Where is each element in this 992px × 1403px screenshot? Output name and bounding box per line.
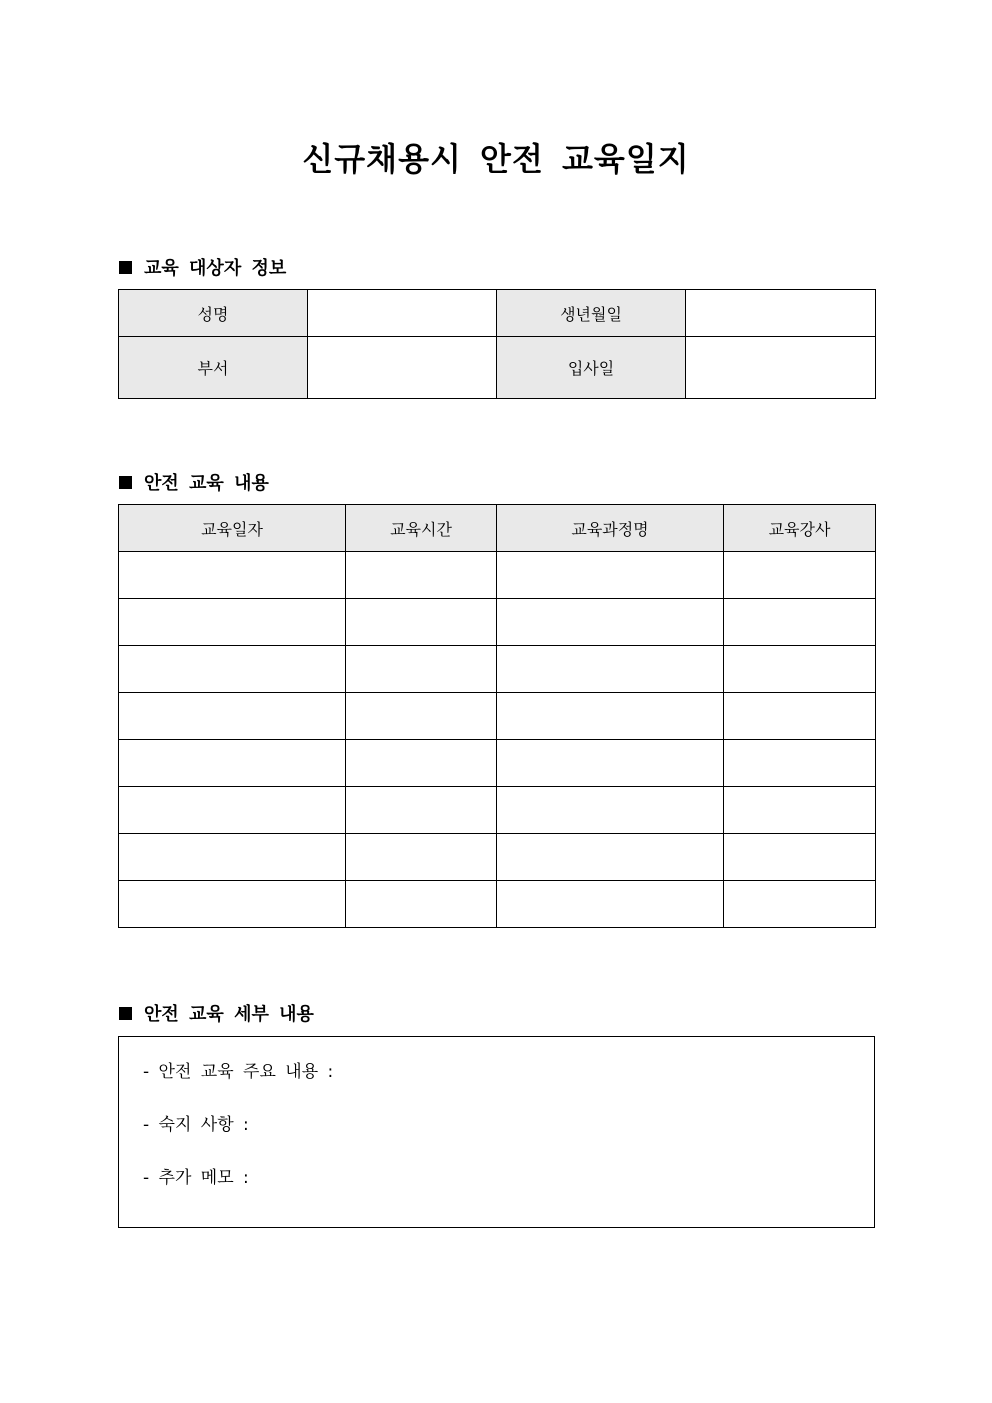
birth-date-field[interactable] [686,290,876,337]
table-cell[interactable] [724,787,876,834]
table-cell[interactable] [119,552,346,599]
table-cell[interactable] [119,881,346,928]
table-cell[interactable] [497,599,724,646]
column-header-course: 교육과정명 [497,505,724,552]
table-cell[interactable] [497,693,724,740]
section-heading-content [119,469,269,495]
table-row [119,740,876,787]
hire-date-field[interactable] [686,337,876,399]
table-cell[interactable] [724,881,876,928]
detail-box[interactable] [118,1036,875,1228]
section-heading-content-label: 안전 교육 내용 [144,473,269,494]
table-cell[interactable] [346,599,497,646]
table-row [119,693,876,740]
table-cell[interactable] [724,693,876,740]
square-bullet-icon [119,1007,132,1020]
table-cell[interactable] [119,693,346,740]
table-header-row [119,505,876,552]
table-row [119,552,876,599]
table-cell[interactable] [724,834,876,881]
table-cell[interactable] [497,834,724,881]
section-heading-detail [119,1000,314,1026]
name-label: 성명 [119,290,308,337]
table-cell[interactable] [497,740,724,787]
table-row [119,646,876,693]
hire-date-label: 입사일 [497,337,686,399]
education-table [118,504,876,928]
table-cell[interactable] [724,646,876,693]
table-cell[interactable] [724,740,876,787]
table-cell[interactable] [497,881,724,928]
table-cell[interactable] [346,881,497,928]
birth-date-label: 생년월일 [497,290,686,337]
section-heading-info [119,254,286,280]
table-cell[interactable] [119,599,346,646]
name-field[interactable] [308,290,497,337]
table-cell[interactable] [497,646,724,693]
info-table [118,289,876,399]
table-row [119,787,876,834]
department-label: 부서 [119,337,308,399]
table-row [119,599,876,646]
table-cell[interactable] [119,787,346,834]
table-row [119,834,876,881]
column-header-time: 교육시간 [346,505,497,552]
table-cell[interactable] [346,646,497,693]
square-bullet-icon [119,261,132,274]
detail-memo-line: - 추가 메모 : [143,1168,249,1188]
column-header-date: 교육일자 [119,505,346,552]
table-cell[interactable] [724,599,876,646]
document-title: 신규채용시 안전 교육일지 [302,140,690,178]
table-row [119,337,876,399]
table-cell[interactable] [346,740,497,787]
table-cell[interactable] [119,646,346,693]
table-cell[interactable] [346,834,497,881]
table-cell[interactable] [724,552,876,599]
table-cell[interactable] [346,693,497,740]
detail-main-content-line: - 안전 교육 주요 내용 : [143,1062,334,1082]
table-row [119,290,876,337]
table-cell[interactable] [497,552,724,599]
table-cell[interactable] [119,740,346,787]
table-cell[interactable] [346,787,497,834]
square-bullet-icon [119,476,132,489]
table-cell[interactable] [346,552,497,599]
table-cell[interactable] [497,787,724,834]
section-heading-detail-label: 안전 교육 세부 내용 [144,1004,314,1025]
department-field[interactable] [308,337,497,399]
table-cell[interactable] [119,834,346,881]
section-heading-info-label: 교육 대상자 정보 [144,258,287,279]
detail-notice-line: - 숙지 사항 : [143,1115,249,1135]
column-header-instructor: 교육강사 [724,505,876,552]
table-row [119,881,876,928]
